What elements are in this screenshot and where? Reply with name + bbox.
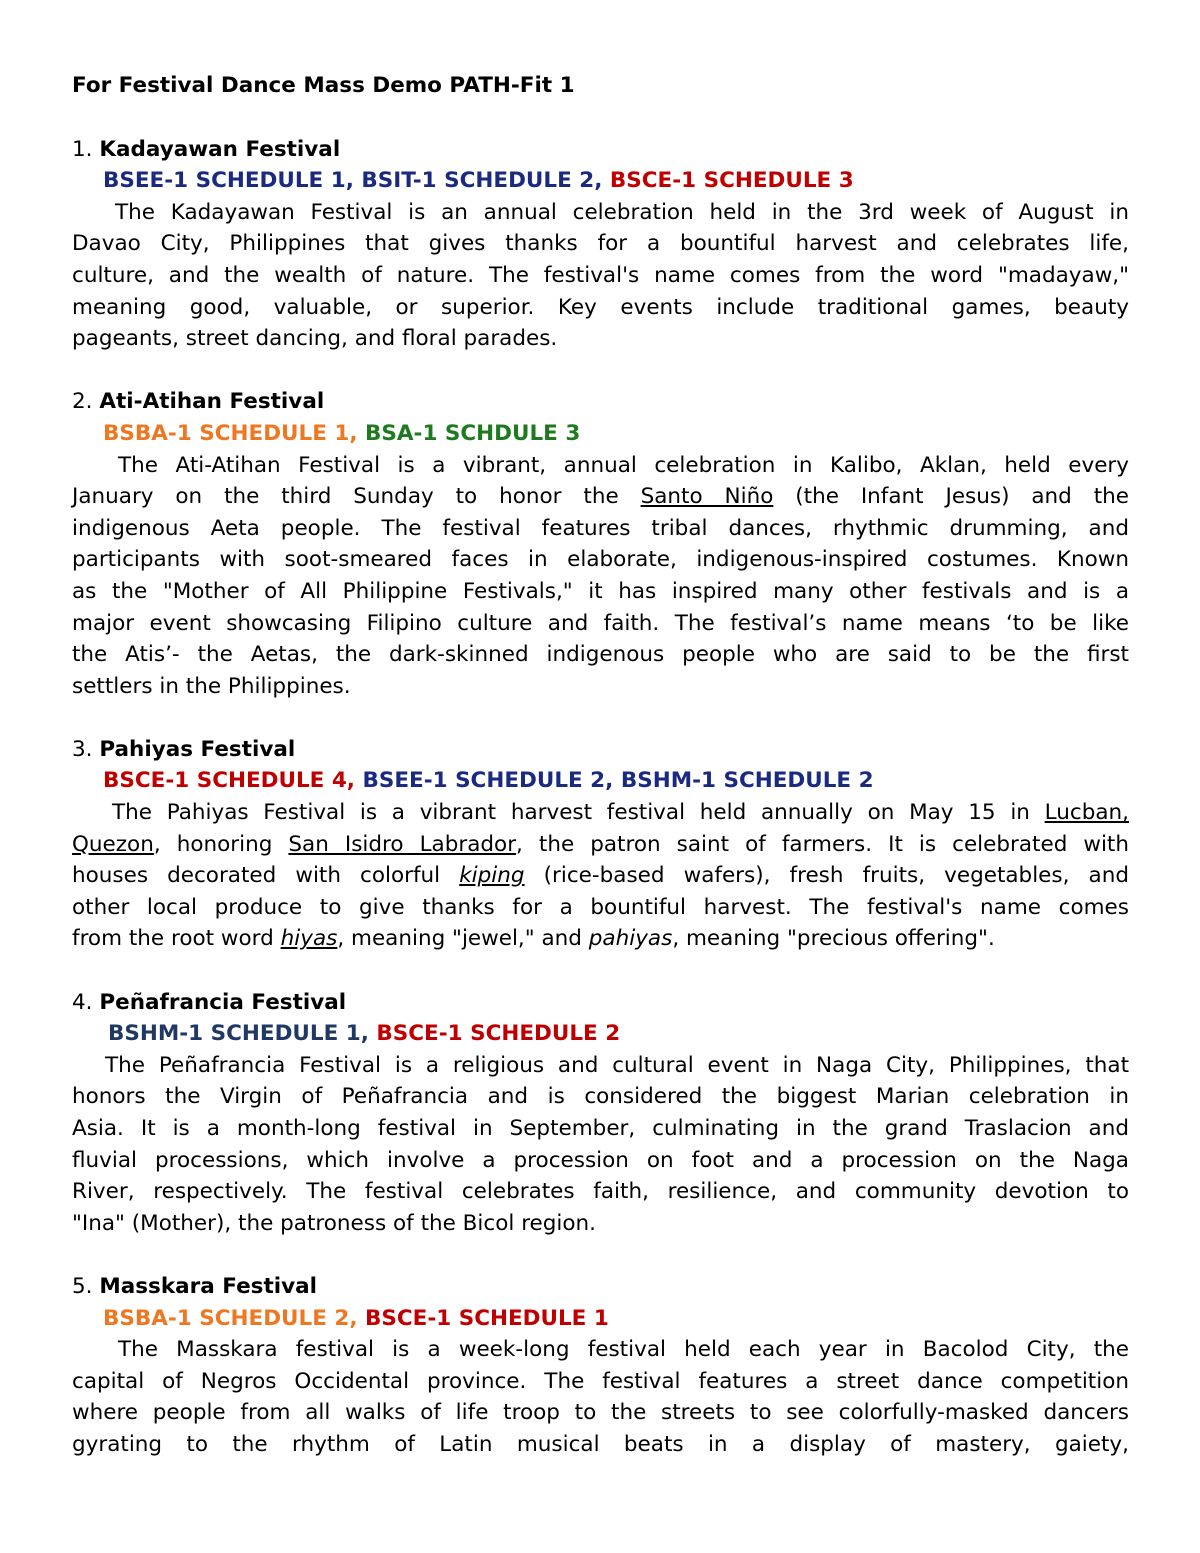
- schedule-tag: BSA-1 SCHDULE 3: [365, 420, 581, 446]
- text-line: other local produce to give thanks for a bountiful harvest. The festival's name comes: [72, 894, 1129, 920]
- schedule-line: [72, 1018, 1129, 1050]
- text-line: fluvial processions, which involve a procession on foot and a procession on the Naga: [72, 1147, 1129, 1173]
- text-line: "Ina" (Mother), the patroness of the Bicol region.: [72, 1210, 597, 1236]
- text-line: The Kadayawan Festival is an annual celebration held in the 3rd week of August in: [115, 199, 1129, 225]
- schedule-tag: BSCE-1 SCHEDULE 4,: [103, 768, 355, 794]
- text-line: capital of Negros Occidental province. The festival features a street dance competition: [72, 1368, 1129, 1394]
- text-line: as the "Mother of All Philippine Festivals," it has inspired many other festivals and is a: [72, 578, 1129, 604]
- text-line: Davao City, Philippines that gives thanks for a bountiful harvest and celebrates life,: [72, 231, 1129, 257]
- text-line: participants with soot-smeared faces in elaborate, indigenous-inspired costumes. Known: [72, 547, 1129, 573]
- text-line: meaning good, valuable, or superior. Key events include traditional games, beauty: [72, 294, 1129, 320]
- schedule-tag: BSCE-1 SCHEDULE 3: [609, 168, 854, 194]
- item-number: 2.: [72, 389, 93, 415]
- schedule-tag: BSEE-1 SCHEDULE 2,: [362, 768, 614, 794]
- schedule-tag: BSBA-1 SCHEDULE 2,: [103, 1305, 358, 1331]
- text-line: The Pahiyas Festival is a vibrant harvest festival held annually on May 15 in Lucban,: [112, 800, 1129, 826]
- text-line: the Atis’- the Aetas, the dark-skinned indigenous people who are said to be the first: [72, 642, 1129, 668]
- festival-heading: [72, 987, 1129, 1019]
- schedule-line: [72, 765, 1129, 797]
- festival-name: Peñafrancia Festival: [99, 989, 347, 1015]
- text-line: The Ati-Atihan Festival is a vibrant, annual celebration in Kalibo, Aklan, held every: [118, 452, 1129, 478]
- festival-heading: [72, 1271, 1129, 1303]
- festival-description: [72, 1050, 1129, 1240]
- san-isidro-link[interactable]: San Isidro Labrador: [288, 831, 517, 857]
- festival-description: [72, 1334, 1129, 1460]
- schedule-line: [72, 1303, 1129, 1335]
- item-number: 1.: [72, 136, 93, 162]
- quezon-link[interactable]: Quezon: [72, 831, 154, 857]
- item-number: 4.: [72, 989, 93, 1015]
- text-line: indigenous Aeta people. The festival features tribal dances, rhythmic drumming, and: [72, 515, 1129, 541]
- schedule-tag: BSCE-1 SCHEDULE 1: [365, 1305, 609, 1331]
- text-line: Quezon, honoring San Isidro Labrador, the patron saint of farmers. It is celebrated with: [72, 831, 1129, 857]
- text-line: houses decorated with colorful kiping (rice-based wafers), fresh fruits, vegetables, and: [72, 863, 1129, 889]
- text-line: January on the third Sunday to honor the Santo Niño (the Infant Jesus) and the: [72, 484, 1129, 510]
- schedule-tag: BSCE-1 SCHEDULE 2: [376, 1021, 621, 1047]
- schedule-tag: BSHM-1 SCHEDULE 2: [620, 768, 874, 794]
- festival-name: Pahiyas Festival: [99, 736, 296, 762]
- text-line: from the root word hiyas, meaning "jewel," and pahiyas, meaning "precious offering".: [72, 926, 995, 952]
- text-line: The Masskara festival is a week-long festival held each year in Bacolod City, the: [118, 1337, 1129, 1363]
- schedule-tag: BSIT-1 SCHEDULE 2,: [361, 168, 603, 194]
- schedule-tag: BSEE-1 SCHEDULE 1,: [103, 168, 354, 194]
- festival-name: Ati-Atihan Festival: [99, 389, 325, 415]
- text-line: major event showcasing Filipino culture and faith. The festival’s name means ‘to be like: [72, 610, 1129, 636]
- document-title: For Festival Dance Mass Demo PATH-Fit 1: [72, 73, 575, 98]
- schedule-tag: BSBA-1 SCHEDULE 1,: [103, 420, 358, 446]
- text-line: River, respectively. The festival celebrates faith, resilience, and community devotion to: [72, 1179, 1129, 1205]
- item-number: 5.: [72, 1273, 93, 1299]
- text-line: culture, and the wealth of nature. The festival's name comes from the word "madayaw,": [72, 262, 1129, 288]
- schedule-tag: BSHM-1 SCHEDULE 1,: [108, 1021, 369, 1047]
- text-line: The Peñafrancia Festival is a religious and cultural event in Naga City, Philippines, that: [105, 1052, 1129, 1078]
- kiping-link[interactable]: kiping: [459, 863, 525, 889]
- item-number: 3.: [72, 736, 93, 762]
- text-line: Asia. It is a month-long festival in September, culminating in the grand Traslacion and: [72, 1116, 1129, 1141]
- festival-description: [72, 450, 1129, 703]
- festival-heading: [72, 734, 1129, 766]
- text-line: pageants, street dancing, and floral parades.: [72, 326, 558, 352]
- text-line: gyrating to the rhythm of Latin musical beats in a display of mastery, gaiety,: [72, 1431, 1129, 1457]
- lucban-link[interactable]: Lucban,: [1044, 800, 1129, 826]
- text-line: where people from all walks of life troop to the streets to see colorfully-masked dancers: [72, 1400, 1129, 1426]
- festival-name: Kadayawan Festival: [99, 136, 341, 162]
- schedule-line: [72, 165, 1129, 197]
- text-line: settlers in the Philippines.: [72, 673, 351, 699]
- document-page: [72, 70, 1129, 1461]
- festival-description: [72, 197, 1129, 355]
- text-line: honors the Virgin of Peñafrancia and is considered the biggest Marian celebration in: [72, 1084, 1129, 1110]
- festival-heading: [72, 386, 1129, 418]
- festival-name: Masskara Festival: [99, 1273, 317, 1299]
- schedule-line: [72, 418, 1129, 450]
- festival-heading: [72, 134, 1129, 166]
- festival-description: [72, 797, 1129, 955]
- santo-nino-link[interactable]: Santo Niño: [640, 484, 774, 510]
- hiyas-link[interactable]: hiyas: [280, 926, 338, 952]
